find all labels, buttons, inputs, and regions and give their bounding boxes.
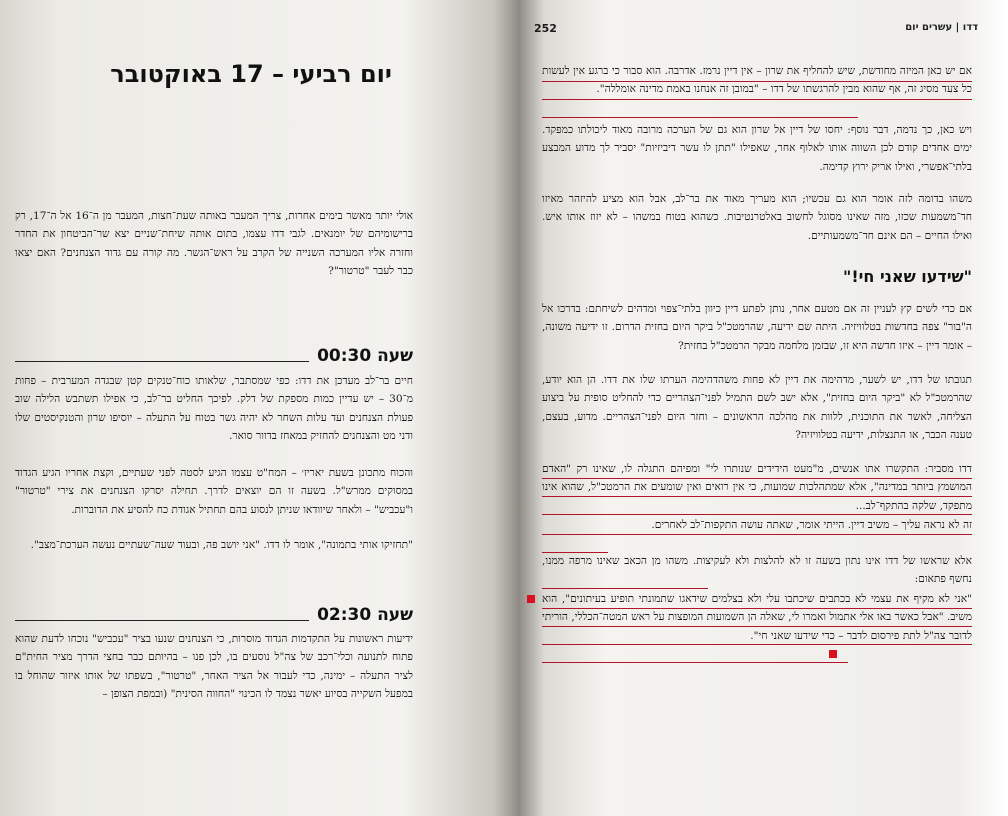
paragraph: אם כדי לשים קץ לעניין זה אם מטעם אחר, נותן לפתע דיין כיוון בלתי־צפוי ומדהים לשיחתם: בדרכו אל ה"בור" צפה בחדשות בטלוויזיה. היתה שם ידיעה, שהרמטכ"ל ביקר היום בחזית הדרום. זו ידיעה משונה, – אומר דיין – איזו חדשה היא זו, שבזמן מלחמה מבקר הרמטכ"ל בחזית? — [542, 303, 972, 352]
red-underline-mark — [542, 117, 858, 118]
paragraph-highlighted: דדו מסביר: התקשרו אתו אנשים, מ"מעט הידידים שנותרו לי" ומפיהם התגלה לו, שאינו רק "האדם המושמץ ביותר במדינה", אלא שמתהלכות שמועות, כי אין רואים ואין שומעים את הרמטכ"ל, שהוא אינו מתפקד, שלקה בהתקף־לב... — [542, 463, 972, 512]
section-heading-text: שעה 00:30 — [317, 346, 413, 366]
red-underline-mark — [542, 662, 848, 663]
red-underline-mark — [542, 534, 972, 535]
red-underline-mark — [542, 626, 972, 627]
heading-rule — [15, 620, 309, 621]
paragraph-highlighted: "אני לא מקיף את עצמי לא בכתבים שיכתבו עלי ולא בצלמים שידאגו שתמונתי תופיע בעיתונים", הוא משיב. "אבל כאשר באו אלי אתמול ואמרו לי, שאלה הן השמועות המופצות על ראש המטה־הכללי, הוריתי לדובר צה"ל לתת פירסום לדבר – כדי שידעו שאני חי". — [542, 593, 972, 642]
paragraph: משהו בדומה לזה אומר הוא גם עכשיו; הוא מעריך מאוד את בר־לב, אבל הוא מציע להיזהר מאיזו חד־משמעות שכזו, מזה שאינו מסוגל לחשוב באלטרנטיבות. כשהוא בטוח במשהו – לא יזוז אותו איש. ואילו החיים – הם אינם חד־משמעותיים. — [542, 193, 972, 242]
red-underline-mark — [542, 588, 708, 589]
paragraph: והכוח מתכונן בשעת יאריז׳ – המח"ט עצמו הגיע לסטה לפני שעתיים, וקצת אחריו הגיע הגדוד במסוקים ממרש"ל. בשעה זו הם יוצאים לדרך. תחילה יסרקו הצנחנים את צירי "טרטור" ו"עכביש" – ולאחר שיוודאו שניתן לנסוע בהם תחתיל אגודת כח להסיע את הדוברות. — [15, 467, 413, 516]
red-square-marker — [527, 595, 535, 603]
paragraph: ויש כאן, כך נדמה, דבר נוסף: יחסו של דיין אל שרון הוא גם של הערכה מרובה מאוד ליכולתו כמפקד. ימים אחדים קודם לכן השווה אותו לאלוף אחר, שאפילו "תתן לו עשר דיביזיות" יסביר לך מדוע המבצע בלתי־אפשרי, ואילו אריק ירוץ קדימה. — [542, 124, 972, 173]
paragraph: ידיעות ראשונות על התקדמות הגדוד מוסרות, כי הצנחנים שנעו בציר "עכביש" נוכחו לדעת שהוא פתוח לתנועה וכלי־רכב של צה"ל נוסעים בו, לכן פנו – בהיותם כבר בחצי הדרך מציר החית"ם לציר התעלה – ימינה, כדי לעבור אל הציר האחר, "טרטור", בשפתו של אותו איזור שהוחל בו במפעל השקייה בסיוע יאשר נצמד לו הכינוי "החווה הסינית" (ובמפת הצופן – — [15, 633, 413, 700]
section-heading-text: שעה 02:30 — [317, 605, 413, 625]
paragraph: תגובתו של דדו, יש לשער, מדהימה את דיין לא פחות משהדהימה הערתו שלו את דדו. הן הוא יודע, שהרמטכ"ל לא "ביקר היום בחזית", אלא ישב לשם התמיל לפני־הצהריים כדי להחליט סופית על ביצוע הצליחה, לאשר את התוכנית, ללוות את מהלכה הראשונים – וחזר היום לפני־הצהריים. מדוע, בעצם, טענה הכבר, או התנצלות, ידיעה בטלוויזיה? — [542, 374, 972, 441]
red-underline-mark — [542, 478, 972, 479]
right-page — [522, 0, 1008, 816]
running-head: דדו | עשרים יום — [905, 22, 978, 33]
red-square-marker — [829, 650, 837, 658]
section-heading: "שידעו שאני חי!" — [843, 267, 972, 286]
heading-rule — [15, 361, 309, 362]
section-heading-0030 — [15, 346, 413, 366]
red-underline-mark — [542, 496, 972, 497]
paragraph-highlighted: אם יש כאן המיזה מחודשת, שיש להחליף את שרון – אין דיין נרמז. אדרבה. הוא סבור כי ברגע אין לעשות כל צעד מסיג זה, אף שהוא מבין להרגשתו של דדו – "במובן זה אנחנו באמת מדינה אומללה". — [542, 65, 972, 96]
red-underline-mark — [542, 644, 972, 645]
bleed-through-text — [80, 94, 500, 214]
paragraph: "תחזיקו אותי בתמונה", אומר לו דדו. "אני יושב פה, ובעוד שעה־שעתיים נעשה הערכת־מצב". — [30, 539, 413, 551]
red-underline-mark — [542, 608, 972, 609]
red-underline-mark — [542, 99, 972, 100]
paragraph: אלא שראשו של דדו אינו נתון בשעה זו לא להלצות ולא לעקיצות. משהו מן הכאב שאינו מרפה ממנו, נחשף פתאום: — [542, 555, 972, 586]
intro-paragraph: אולי יותר מאשר בימים אחרות, צריך המעבר באותה שעת־חצות, המעבר מן ה־16 אל ה־17, רק ברישומיהם של יומנאים. לגבי דדו עצמו, בתום אותה שיחת־שניים יצא שר־הביטחון את החדר וחזרה אליו המערכה השנייה של הקרב על ראש־הגשר. מה קורה עם גדוד הצנחנים? האם יצאו כבר לעבר "טרטור"? — [15, 210, 414, 277]
page-number: 252 — [534, 22, 557, 35]
section-heading-0230 — [15, 605, 413, 625]
red-underline-mark — [542, 81, 972, 82]
paragraph-highlighted: זה לא נראה עליך – משיב דיין. הייתי אומר, שאתה עושה התקפות־לב לאחרים. — [651, 519, 972, 531]
paragraph: חיים בר־לב מעדכן את דדו: כפי שמסתבר, שלאותו כוח־טנקים קטן שבגדה המערבית – פחות מ־30 – יש עדיין כמות מספקת של דלק. לפיכך החליט בר־לב, כי אפילו תשתבש הלילה שוב פעולת הצנחנים ועד עלות השחר לא יהיה גשר בטוח על התעלה – יוסיפו שרון והטנקיסטים שלו ודני מט והצנחנים להחזיק במאחז בדוור סואר. — [15, 375, 413, 442]
red-underline-mark — [542, 514, 972, 515]
chapter-title: יום רביעי – 17 באוקטובר — [110, 60, 392, 88]
